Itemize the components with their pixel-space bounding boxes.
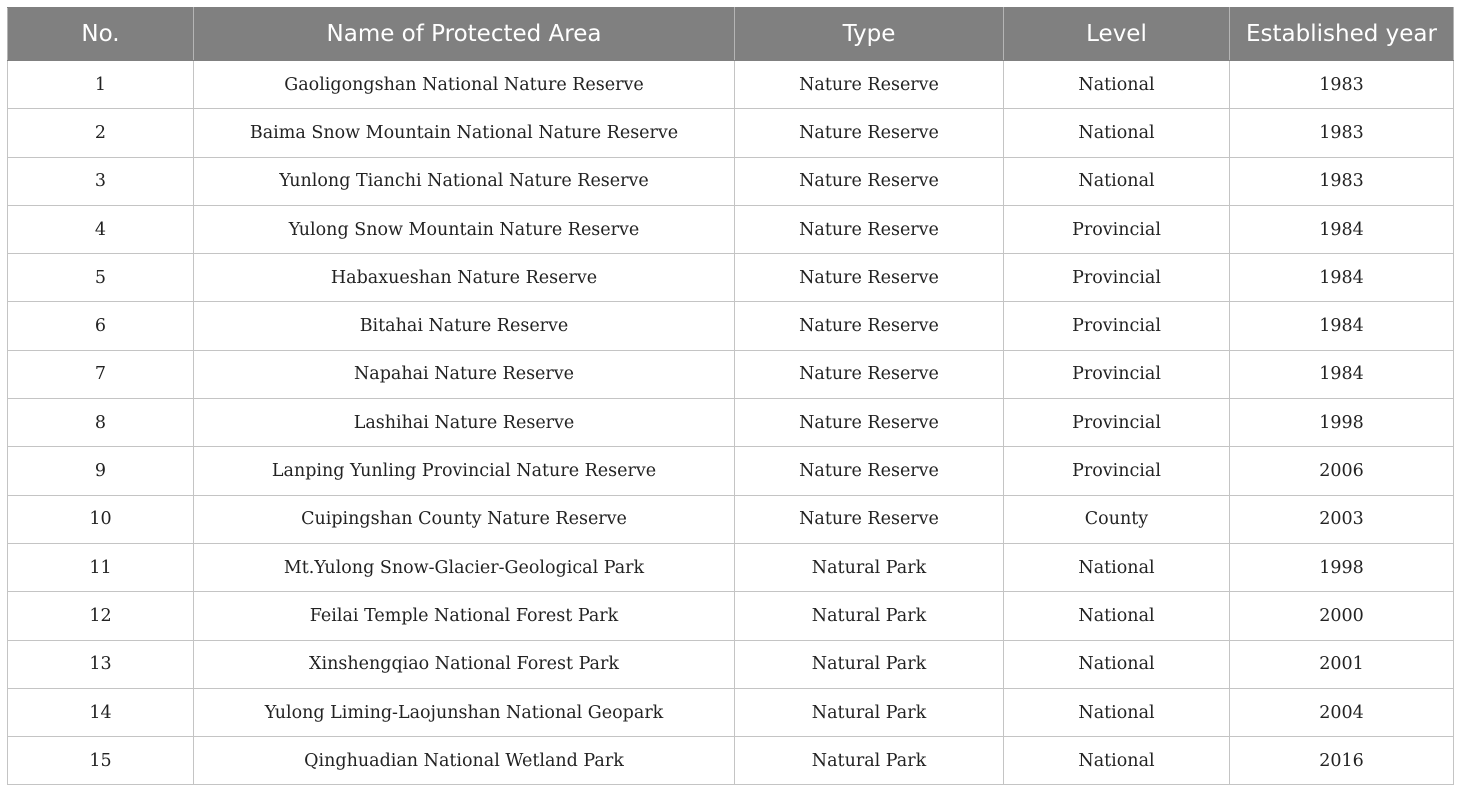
cell-no: 10 <box>8 495 194 543</box>
table-row <box>8 61 1454 109</box>
cell-name: Cuipingshan County Nature Reserve <box>194 495 735 543</box>
cell-established-year: 2003 <box>1230 495 1454 543</box>
cell-type: Nature Reserve <box>735 495 1004 543</box>
cell-established-year: 2000 <box>1230 592 1454 640</box>
cell-name: Xinshengqiao National Forest Park <box>194 640 735 688</box>
cell-name: Yulong Liming-Laojunshan National Geopark <box>194 688 735 736</box>
table-row <box>8 254 1454 302</box>
header-established-year: Established year <box>1230 8 1454 61</box>
cell-no: 5 <box>8 254 194 302</box>
cell-no: 13 <box>8 640 194 688</box>
cell-established-year: 1983 <box>1230 109 1454 157</box>
cell-level: National <box>1004 543 1230 591</box>
cell-established-year: 1984 <box>1230 254 1454 302</box>
table-row <box>8 495 1454 543</box>
cell-no: 1 <box>8 61 194 109</box>
cell-name: Feilai Temple National Forest Park <box>194 592 735 640</box>
cell-established-year: 2001 <box>1230 640 1454 688</box>
cell-name: Gaoligongshan National Nature Reserve <box>194 61 735 109</box>
cell-level: National <box>1004 688 1230 736</box>
cell-no: 15 <box>8 737 194 785</box>
cell-level: National <box>1004 61 1230 109</box>
cell-established-year: 2016 <box>1230 737 1454 785</box>
cell-level: Provincial <box>1004 302 1230 350</box>
cell-level: National <box>1004 737 1230 785</box>
cell-established-year: 1983 <box>1230 61 1454 109</box>
table-row <box>8 205 1454 253</box>
cell-no: 3 <box>8 157 194 205</box>
table-row <box>8 302 1454 350</box>
cell-level: Provincial <box>1004 350 1230 398</box>
cell-level: National <box>1004 640 1230 688</box>
cell-name: Baima Snow Mountain National Nature Reserve <box>194 109 735 157</box>
cell-type: Nature Reserve <box>735 205 1004 253</box>
header-no: No. <box>8 8 194 61</box>
cell-name: Mt.Yulong Snow-Glacier-Geological Park <box>194 543 735 591</box>
table-header <box>8 8 1454 61</box>
table-row <box>8 640 1454 688</box>
table-row <box>8 592 1454 640</box>
cell-type: Nature Reserve <box>735 109 1004 157</box>
cell-no: 2 <box>8 109 194 157</box>
cell-established-year: 1984 <box>1230 205 1454 253</box>
cell-established-year: 1984 <box>1230 302 1454 350</box>
cell-type: Nature Reserve <box>735 61 1004 109</box>
cell-no: 8 <box>8 399 194 447</box>
cell-established-year: 1998 <box>1230 399 1454 447</box>
cell-established-year: 1998 <box>1230 543 1454 591</box>
cell-type: Nature Reserve <box>735 399 1004 447</box>
cell-no: 12 <box>8 592 194 640</box>
protected-areas-table-container <box>7 7 1453 785</box>
cell-level: Provincial <box>1004 205 1230 253</box>
cell-level: Provincial <box>1004 447 1230 495</box>
table-row <box>8 157 1454 205</box>
cell-level: County <box>1004 495 1230 543</box>
cell-established-year: 2006 <box>1230 447 1454 495</box>
cell-no: 9 <box>8 447 194 495</box>
table-row <box>8 447 1454 495</box>
protected-areas-table <box>7 7 1454 785</box>
cell-no: 11 <box>8 543 194 591</box>
cell-level: National <box>1004 592 1230 640</box>
cell-no: 4 <box>8 205 194 253</box>
cell-name: Bitahai Nature Reserve <box>194 302 735 350</box>
cell-no: 6 <box>8 302 194 350</box>
cell-type: Nature Reserve <box>735 302 1004 350</box>
cell-type: Natural Park <box>735 688 1004 736</box>
table-row <box>8 350 1454 398</box>
cell-level: National <box>1004 109 1230 157</box>
cell-name: Habaxueshan Nature Reserve <box>194 254 735 302</box>
cell-type: Natural Park <box>735 592 1004 640</box>
table-row <box>8 543 1454 591</box>
cell-type: Nature Reserve <box>735 157 1004 205</box>
header-row <box>8 8 1454 61</box>
cell-name: Qinghuadian National Wetland Park <box>194 737 735 785</box>
cell-type: Nature Reserve <box>735 254 1004 302</box>
cell-name: Lanping Yunling Provincial Nature Reserve <box>194 447 735 495</box>
cell-level: Provincial <box>1004 399 1230 447</box>
header-name: Name of Protected Area <box>194 8 735 61</box>
cell-name: Napahai Nature Reserve <box>194 350 735 398</box>
cell-level: National <box>1004 157 1230 205</box>
table-row <box>8 399 1454 447</box>
cell-name: Yunlong Tianchi National Nature Reserve <box>194 157 735 205</box>
cell-name: Yulong Snow Mountain Nature Reserve <box>194 205 735 253</box>
table-row <box>8 688 1454 736</box>
cell-type: Natural Park <box>735 737 1004 785</box>
cell-type: Natural Park <box>735 640 1004 688</box>
cell-established-year: 2004 <box>1230 688 1454 736</box>
cell-type: Nature Reserve <box>735 447 1004 495</box>
cell-established-year: 1983 <box>1230 157 1454 205</box>
cell-type: Nature Reserve <box>735 350 1004 398</box>
cell-no: 14 <box>8 688 194 736</box>
header-level: Level <box>1004 8 1230 61</box>
header-type: Type <box>735 8 1004 61</box>
table-body <box>8 61 1454 785</box>
cell-no: 7 <box>8 350 194 398</box>
table-row <box>8 737 1454 785</box>
cell-type: Natural Park <box>735 543 1004 591</box>
cell-level: Provincial <box>1004 254 1230 302</box>
cell-name: Lashihai Nature Reserve <box>194 399 735 447</box>
cell-established-year: 1984 <box>1230 350 1454 398</box>
table-row <box>8 109 1454 157</box>
